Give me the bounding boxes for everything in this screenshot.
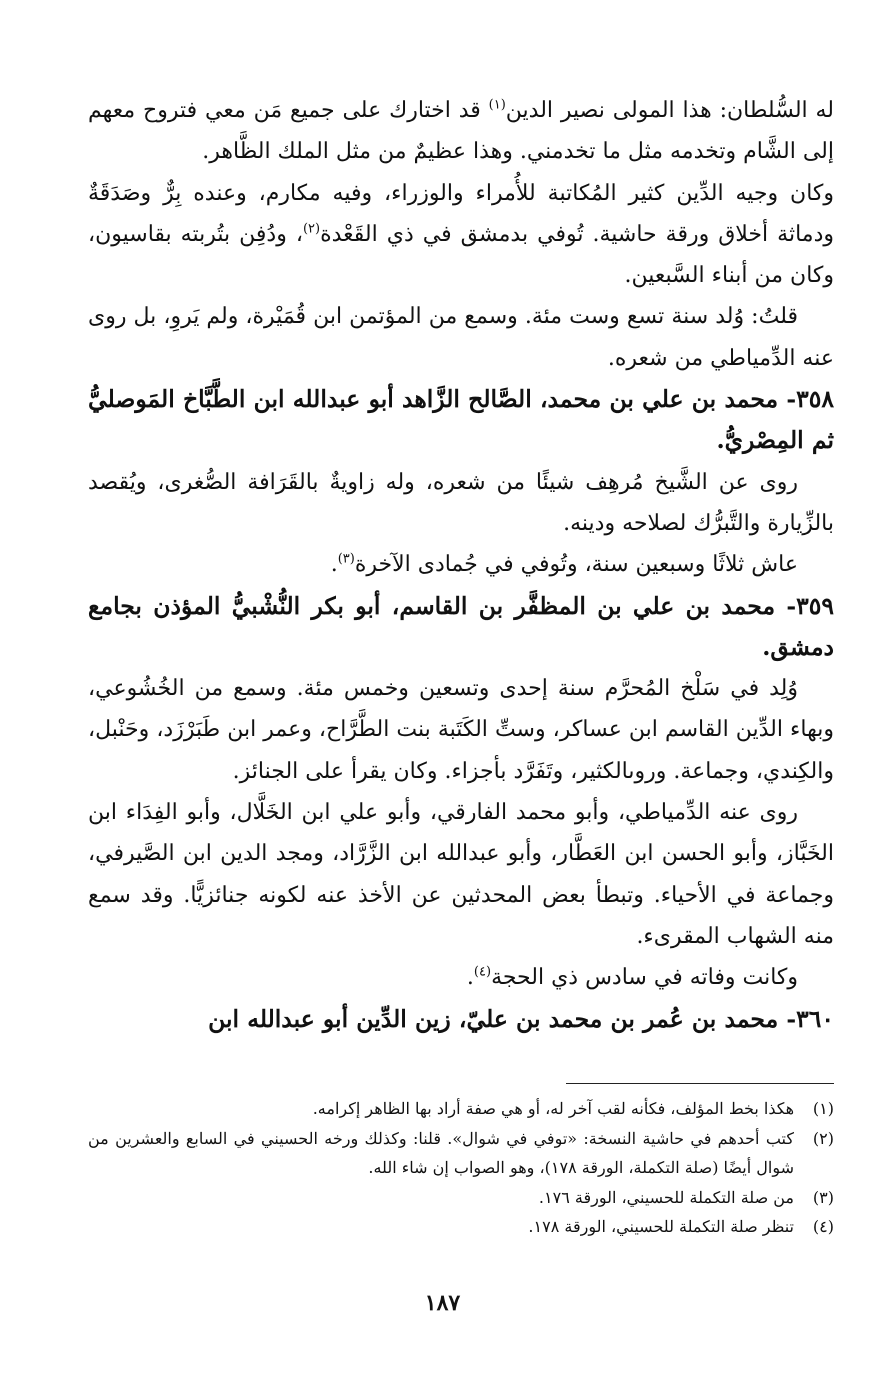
footnote xyxy=(88,1183,834,1213)
footnote-text: هكذا بخط المؤلف، فكأنه لقب آخر له، أو هي صفة أراد بها الظاهر إكرامه. xyxy=(312,1099,794,1118)
entry-heading xyxy=(88,586,834,669)
footnote-number: (٢) xyxy=(812,1128,834,1148)
footnote-text: من صلة التكملة للحسيني، الورقة ١٧٦. xyxy=(538,1187,794,1207)
footnote-number: (٣) xyxy=(812,1187,834,1207)
text-run: ، ودُفِن بتُربته بقاسيون، وكان من أبناء السَّبعين. xyxy=(88,221,834,289)
footnote-text: تنظر صلة التكملة للحسيني، الورقة ١٧٨. xyxy=(528,1217,794,1236)
text-run: له السُّلطان: هذا المولى نصير الدين xyxy=(505,98,834,123)
paragraph xyxy=(88,544,834,585)
paragraph xyxy=(88,957,834,998)
paragraph xyxy=(88,296,834,379)
paragraph xyxy=(88,173,834,297)
paragraph xyxy=(88,90,834,173)
text-run: قلتُ: وُلد سنة تسع وست مئة. وسمع من المؤتمن ابن قُمَيْرة، ولم يَروِ، بل روى عنه الدِّمياطي من شعره. xyxy=(88,304,834,371)
text-run: وُلِد في سَلْخ المُحرَّم سنة إحدى وتسعين وخمس مئة. وسمع من الخُشُوعي، وبهاء الدِّين القاسم ابن عساكر، وستِّ الكَتَبة بنت الطَّرَّاح، وعمر ابن طَبَرْزَد، وحَنْبل، والكِندي، وجماعة. وروىالكثير، وتَفَرَّد بأجزاء. وكان يقرأ على الجنائز. xyxy=(88,676,834,784)
main-text xyxy=(88,90,834,1040)
text-run: وكان وجيه الدِّين كثير المُكاتبة للأُمراء والوزراء، وفيه مكارم، وعنده بِرٌّ وصَدَقَةٌ ودماثة أخلاق ورقة حاشية. تُوفي بدمشق في ذي القَعْدة xyxy=(88,180,834,247)
footnote xyxy=(88,1124,834,1183)
entry-heading xyxy=(88,999,834,1040)
footnote-marker[interactable]: (١) xyxy=(488,97,506,113)
footnotes xyxy=(88,1094,834,1242)
entry-heading xyxy=(88,379,834,462)
footnote-text: كتب أحدهم في حاشية النسخة: «توفي في شوال». قلنا: وكذلك ورخه الحسيني في السابع والعشرين من شوال أيضًا (صلة التكملة، الورقة ١٧٨)، وهو الصواب إن شاء الله. xyxy=(88,1128,794,1177)
text-run: . xyxy=(466,965,474,991)
paragraph xyxy=(88,668,834,792)
text-run: عاش ثلاثًا وسبعين سنة، وتُوفي في جُمادى الآخرة xyxy=(354,552,798,578)
footnote xyxy=(88,1212,834,1242)
text-run: قد اختارك على جميع مَن معي فتروح معهم إلى الشَّام وتخدمه مثل ما تخدمني. وهذا عظيمٌ من مثل الملك الظَّاهر. xyxy=(88,98,834,165)
text-run: ٣٦٠- محمد بن عُمر بن محمد بن عليّ، زين الدِّين أبو عبدالله ابن xyxy=(208,1004,834,1033)
page-number: ١٨٧ xyxy=(424,1290,461,1316)
text-run: روى عن الشَّيخ مُرهِف شيئًا من شعره، وله زاويةٌ بالقَرَافة الصُّغرى، ويُقصد بالزِّيارة والتَّبرُّك لصلاحه ودينه. xyxy=(88,469,834,536)
footnote-marker[interactable]: (٤) xyxy=(473,964,492,980)
text-run: ٣٥٩- محمد بن علي بن المظفَّر بن القاسم، أبو بكر النُّشْبيُّ المؤذن بجامع دمشق. xyxy=(88,591,834,661)
text-run: ٣٥٨- محمد بن علي بن محمد، الصَّالح الزَّاهد أبو عبدالله ابن الطَّبَّاخ المَوصليُّ ثم المِصْريُّ. xyxy=(88,385,834,455)
footnote-marker[interactable]: (٣) xyxy=(337,551,355,567)
footnote-number: (٤) xyxy=(812,1217,834,1236)
paragraph xyxy=(88,792,834,957)
text-run: وكانت وفاته في سادس ذي الحجة xyxy=(491,965,798,991)
text-run: . xyxy=(330,552,338,578)
paragraph xyxy=(88,462,834,545)
footnote-number: (١) xyxy=(812,1099,834,1118)
text-run: روى عنه الدِّمياطي، وأبو محمد الفارقي، وأبو علي ابن الخَلَّال، وأبو الفِدَاء ابن الخَبَّاز، وأبو الحسن ابن العَطَّار، وأبو عبدالله ابن الزَّرَّاد، ومجد الدين ابن الصَّيرفي، وجماعة في الأحياء. وتبطأ بعض المحدثين عن الأخذ عنه لكونه جنائزيًّا. وقد سمع منه الشهاب المقرىء. xyxy=(88,800,834,949)
footnote-separator xyxy=(566,1083,834,1084)
footnote xyxy=(88,1094,834,1124)
footnote-marker[interactable]: (٢) xyxy=(302,221,321,237)
